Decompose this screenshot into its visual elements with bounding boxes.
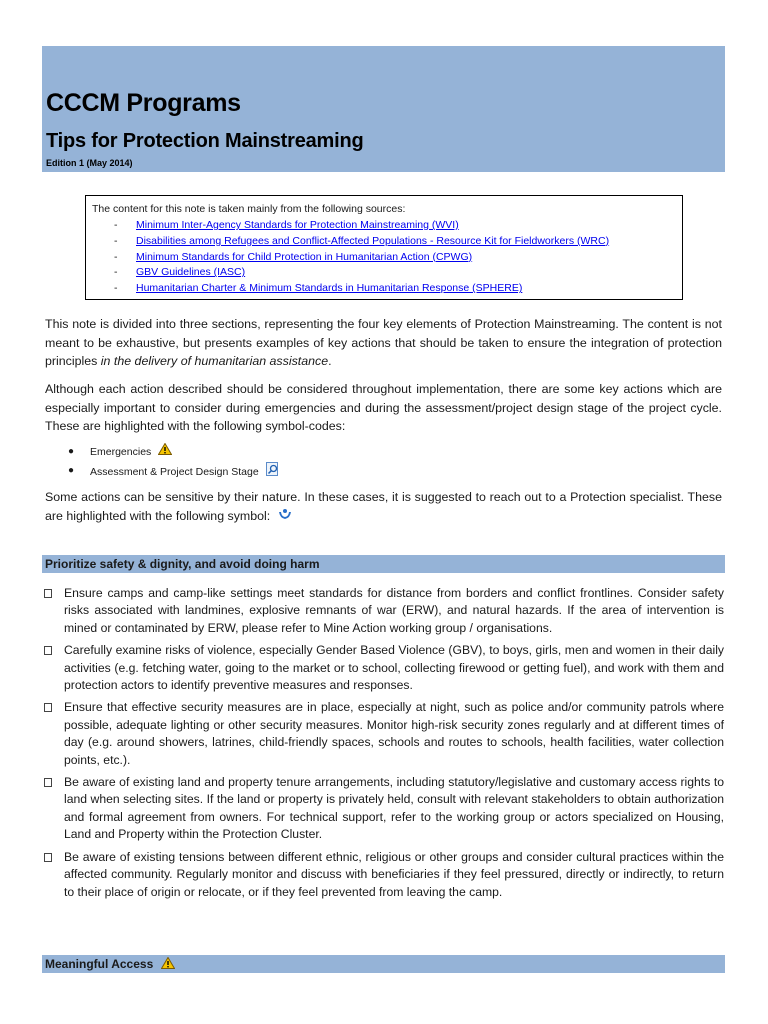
list-item: - Minimum Standards for Child Protection in Humanitarian Action (CPWG)	[114, 250, 473, 263]
checkbox-icon	[44, 778, 52, 787]
source-link[interactable]: Minimum Standards for Child Protection in Humanitarian Action (CPWG)	[136, 250, 473, 263]
list-item: Carefully examine risks of violence, especially Gender Based Violence (GBV), to boys, girls, men and women in their daily activities (e.g. fetching water, going to the market or to school, collecting firewood or getting fuel), and work with them and protection actors to identify preventive measures and responses.	[44, 642, 724, 694]
source-link[interactable]: Humanitarian Charter & Minimum Standards in Humanitarian Response (SPHERE)	[136, 282, 523, 295]
list-item: - Humanitarian Charter & Minimum Standards in Humanitarian Response (SPHERE)	[114, 282, 523, 295]
warning-triangle-icon	[158, 443, 172, 461]
checkbox-icon	[44, 646, 52, 655]
warning-triangle-icon	[161, 956, 175, 974]
list-item: ● Assessment & Project Design Stage	[68, 462, 280, 481]
list-item: Be aware of existing land and property tenure arrangements, including statutory/legislative and customary access rights to land when selecting sites. If the land or property is privately held, consult with relevant stakeholders to obtain authorization and formal agreement from owners. For technical support, refer to the working group or actors specialized on Housing, Land and Property within the Protection Cluster.	[44, 774, 724, 844]
magnifier-document-icon	[266, 462, 280, 482]
symbol-legend	[68, 443, 280, 481]
intro-paragraph: This note is divided into three sections, representing the four key elements of Protection Mainstreaming. The content is not meant to be exhaustive, but presents examples of key actions that should be taken to ensure the integration of protection principles in the delivery of humanitarian assistance.	[45, 317, 722, 369]
sources-box	[85, 195, 683, 300]
list-item: - Minimum Inter-Agency Standards for Protection Mainstreaming (WVI)	[114, 219, 459, 231]
page-subtitle: Tips for Protection Mainstreaming	[46, 130, 364, 152]
document-header	[42, 46, 725, 172]
protection-hands-icon	[278, 507, 292, 526]
checkbox-icon	[44, 703, 52, 712]
source-link[interactable]: Disabilities among Refugees and Conflict-Affected Populations - Resource Kit for Fieldworkers (WRC)	[136, 234, 610, 247]
list-item: Ensure camps and camp-like settings meet standards for distance from borders and conflict frontlines. Consider safety risks associated with landmines, explosive remnants of war (ERW), and natural hazards. If the area of intervention is mined or contaminated by ERW, please refer to Mine Action working group / organisations.	[44, 585, 724, 637]
source-link[interactable]: GBV Guidelines (IASC)	[136, 266, 246, 279]
symbols-paragraph: Although each action described should be considered throughout implementation, there are some key actions which are especially important to consider during emergencies and during the assessment/project design stage of the project cycle. These are highlighted with the following symbol-codes:	[45, 382, 722, 434]
edition-label: Edition 1 (May 2014)	[46, 158, 133, 168]
safety-actions-list	[44, 585, 724, 906]
section-heading-safety: Prioritize safety & dignity, and avoid doing harm	[42, 555, 725, 573]
section-heading-access: Meaningful Access	[42, 955, 725, 973]
checkbox-icon	[44, 853, 52, 862]
sources-intro: The content for this note is taken mainly from the following sources:	[92, 203, 406, 215]
list-item: ● Emergencies	[68, 443, 280, 462]
list-item: - GBV Guidelines (IASC)	[114, 266, 246, 279]
source-link[interactable]: Minimum Inter-Agency Standards for Protection Mainstreaming (WVI)	[136, 219, 459, 231]
list-item: Ensure that effective security measures are in place, especially at night, such as police and/or community patrols where possible, adequate lighting or other security measures. Monitor high-risk security zones regularly and at different times of day (e.g. around showers, latrines, child-friendly spaces, schools and routes to schools, health facilities, water collection points, etc.).	[44, 699, 724, 769]
sources-list	[92, 218, 676, 297]
sensitivity-paragraph: Some actions can be sensitive by their nature. In these cases, it is suggested to reach out to a Protection specialist. These are highlighted with the following symbol:	[45, 488, 722, 526]
checkbox-icon	[44, 589, 52, 598]
page-title: CCCM Programs	[46, 89, 241, 117]
list-item: - Disabilities among Refugees and Conflict-Affected Populations - Resource Kit for Fieldworkers (WRC)	[114, 234, 610, 247]
list-item: Be aware of existing tensions between different ethnic, religious or other groups and consider cultural practices within the affected community. Regularly monitor and discuss with beneficiaries if they feel pressured, directly or indirectly, to return to their place of origin or relocate, or if they feel prevented from leaving the camp.	[44, 849, 724, 901]
